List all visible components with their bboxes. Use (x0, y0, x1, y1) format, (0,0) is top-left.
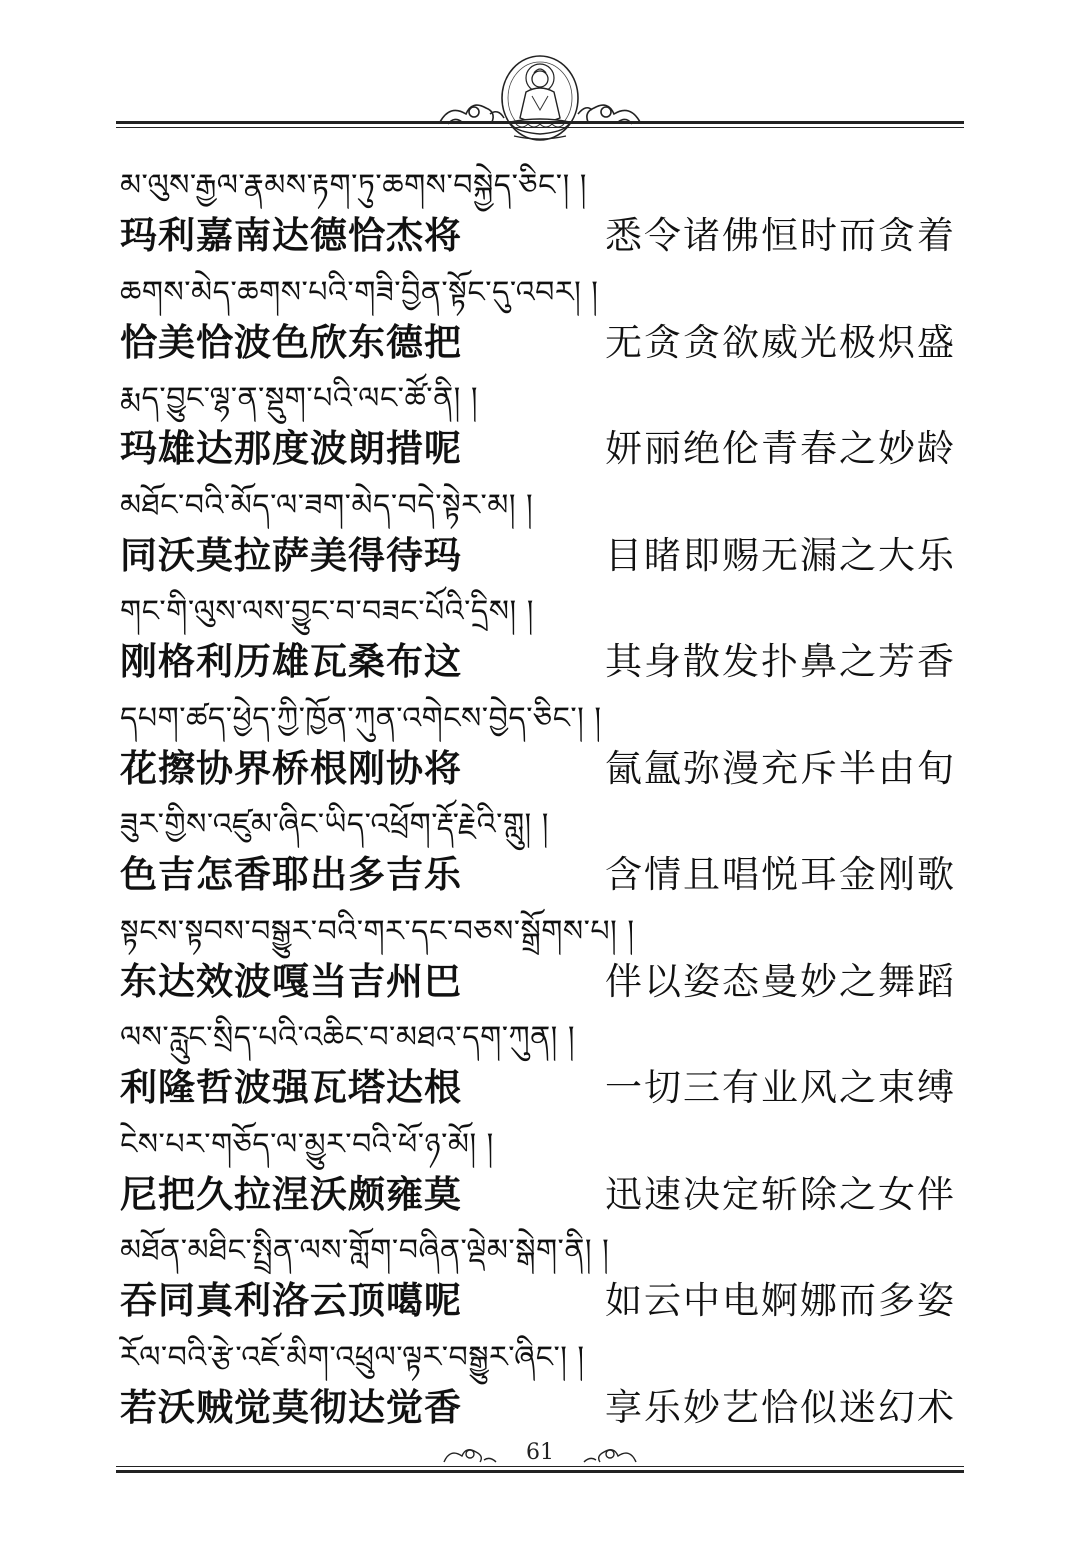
translation-line: 伴以姿态曼妙之舞蹈 (605, 959, 956, 1003)
tibetan-line: གང་གི་ལུས་ལས་བྱུང་བ་བཟང་པོའི་དྲིས། ། (120, 594, 534, 629)
tibetan-line: ཟུར་གྱིས་འཛུམ་ཞིང་ཡིད་འཕྲོག་རྡོ་རྗེའི་གླུ། ། (120, 807, 549, 842)
tibetan-line: མ་ལུས་རྒྱལ་རྣམས་རྟག་ཏུ་ཆགས་བསྐྱེད་ཅིང་། ། (120, 168, 587, 203)
tibetan-line: མཐོན་མཐིང་སྤྲིན་ལས་གློག་བཞིན་ལྡེམ་སྒེག་ནི། ། (120, 1233, 610, 1268)
tibetan-line: ཆགས་མེད་ཆགས་པའི་གཟི་བྱིན་སྟོང་དུ་འབར། ། (120, 274, 599, 310)
translation-line: 目睹即赐无漏之大乐 (605, 533, 956, 577)
phonetic-line: 恰美恰波色欣东德把 (120, 320, 462, 364)
verse-block (120, 695, 960, 802)
translation-line: 含情且唱悦耳金刚歌 (605, 853, 956, 896)
verse-list (120, 162, 960, 1440)
footer-double-rule (116, 1466, 964, 1476)
cloud-scroll-icon (580, 1438, 640, 1468)
footer-rule-thin (116, 1466, 964, 1467)
cloud-scroll-icon (440, 1438, 500, 1468)
tibetan-line: རོལ་བའི་རྩེ་འཇོ་མིག་འཕྲུལ་ལྟར་བསྒྱུར་ཞིང་། ། (120, 1339, 585, 1375)
translation-line: 迅速决定斩除之女伴 (605, 1172, 956, 1216)
tibetan-line: མཐོང་བའི་མོད་ལ་ཟག་མེད་བདེ་སྟེར་མ། ། (120, 487, 534, 523)
tibetan-line: སྟངས་སྟབས་བསྒྱུར་བའི་གར་དང་བཅས་སྒྲོགས་པ། ། (120, 913, 635, 949)
translation-line: 无贪贪欲威光极炽盛 (605, 320, 956, 364)
phonetic-line: 若沃贼觉莫彻达觉香 (120, 1385, 462, 1429)
translation-line: 享乐妙艺恰似迷幻术 (605, 1385, 956, 1429)
verse-block (120, 375, 960, 482)
phonetic-line: 玛利嘉南达德恰杰将 (120, 214, 462, 257)
phonetic-line: 尼把久拉涅沃颇雍莫 (120, 1172, 462, 1216)
translation-line: 氤氲弥漫充斥半由旬 (605, 746, 956, 790)
translation-line: 悉令诸佛恒时而贪着 (605, 214, 956, 257)
translation-line: 其身散发扑鼻之芳香 (605, 640, 956, 683)
translation-line: 妍丽绝伦青春之妙龄 (605, 427, 956, 470)
tibetan-line: ལས་རླུང་སྲིད་པའི་འཆིང་བ་མཐའ་དག་ཀུན། ། (120, 1020, 576, 1055)
verse-block (120, 269, 960, 376)
header-rule-thick (116, 121, 964, 124)
verse-block (120, 588, 960, 695)
footer-rule-thick (116, 1470, 964, 1473)
phonetic-line: 同沃莫拉萨美得待玛 (120, 533, 462, 577)
translation-line: 一切三有业风之束缚 (605, 1066, 956, 1109)
phonetic-line: 吞同真利洛云顶噶呢 (120, 1279, 462, 1322)
header-double-rule (116, 121, 964, 131)
phonetic-line: 玛雄达那度波朗措呢 (120, 427, 462, 470)
verse-block (120, 801, 960, 908)
buddha-header-icon (430, 52, 650, 152)
tibetan-line: ངེས་པར་གཅོད་ལ་མྱུར་བའི་ཕོ་ཉ་མོ། ། (120, 1126, 494, 1162)
translation-line: 如云中电婀娜而多姿 (605, 1279, 956, 1322)
phonetic-line: 色吉怎香耶出多吉乐 (120, 853, 462, 896)
header-rule-thin (116, 127, 964, 128)
verse-block (120, 1227, 960, 1334)
verse-block (120, 1334, 960, 1441)
verse-block (120, 1014, 960, 1121)
verse-block (120, 1121, 960, 1228)
tibetan-line: དཔག་ཚད་ཕྱེད་ཀྱི་ཁྱོན་ཀུན་འགེངས་བྱེད་ཅིང་། ། (120, 700, 602, 736)
verse-block (120, 908, 960, 1015)
phonetic-line: 花擦协界桥根刚协将 (120, 746, 462, 790)
verse-block (120, 482, 960, 589)
tibetan-line: རྨད་བྱུང་ལྷ་ན་སྡུག་པའི་ལང་ཚོ་ནི། ། (120, 381, 478, 416)
phonetic-line: 利隆哲波强瓦塔达根 (120, 1066, 462, 1109)
phonetic-line: 东达效波嘎当吉州巴 (120, 959, 462, 1003)
page-number: 61 (526, 1440, 554, 1465)
verse-block (120, 162, 960, 269)
phonetic-line: 刚格利历雄瓦桑布这 (120, 640, 462, 683)
